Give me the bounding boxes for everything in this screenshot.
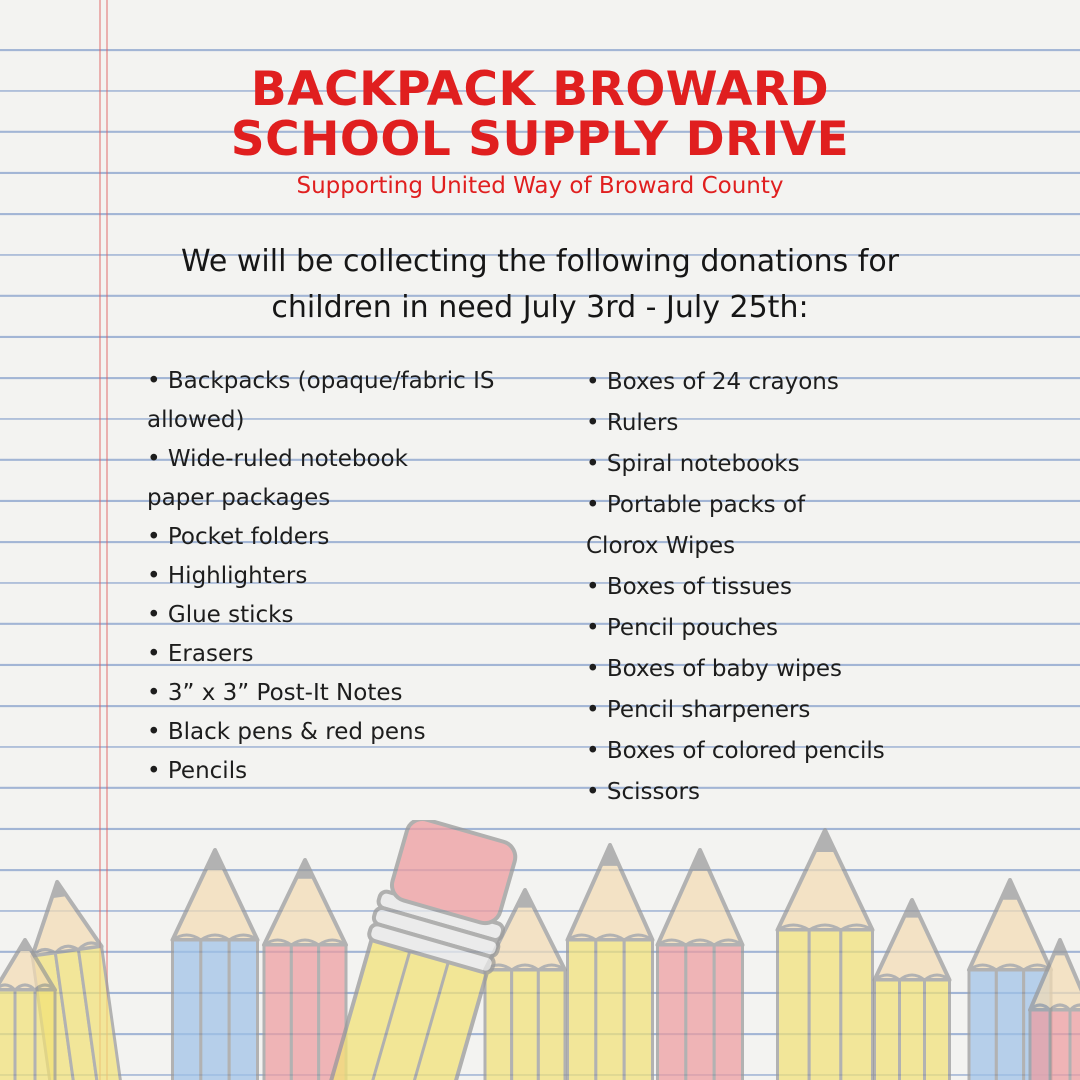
supply-list-right (586, 362, 1046, 813)
pencil-icon (264, 860, 346, 1080)
supply-item: • Black pens & red pens (147, 719, 426, 745)
pencil-icon (778, 830, 873, 1080)
supply-item: • Spiral notebooks (586, 451, 800, 477)
supply-item: • Boxes of colored pencils (586, 738, 885, 764)
supply-item: • Boxes of baby wipes (586, 656, 842, 682)
pencil-icon (875, 900, 950, 1080)
supply-item: • Boxes of tissues (586, 574, 792, 600)
title-line-2: SCHOOL SUPPLY DRIVE (230, 112, 850, 167)
supply-item: • Portable packs of Clorox Wipes (586, 492, 806, 559)
subtitle: Supporting United Way of Broward County (296, 173, 784, 199)
supply-item: • Erasers (147, 641, 254, 667)
supply-item: • Backpacks (opaque/fabric IS allowed) (147, 368, 495, 433)
supply-item: • Boxes of 24 crayons (586, 369, 839, 395)
intro-line-1: We will be collecting the following donations for (180, 244, 900, 279)
title-line-1: BACKPACK BROWARD (250, 62, 830, 117)
supply-item: • Pencils (147, 758, 248, 784)
supply-item: • Rulers (586, 410, 679, 436)
pencil-icon (173, 850, 258, 1080)
supply-item: • Pencil sharpeners (586, 697, 811, 723)
supply-item: • Wide-ruled notebook paper packages (147, 446, 408, 511)
supply-item: • Pencil pouches (586, 615, 778, 641)
supply-item: • 3” x 3” Post-It Notes (147, 680, 403, 706)
supply-list-left (147, 362, 567, 791)
supply-item: • Pocket folders (147, 524, 330, 550)
supply-item: • Highlighters (147, 563, 308, 589)
intro-line-2: children in need July 3rd - July 25th: (271, 290, 809, 325)
supply-item: • Glue sticks (147, 602, 294, 628)
pencil-border (0, 820, 1080, 1080)
supply-item: • Scissors (586, 779, 700, 805)
pencil-icon (568, 845, 653, 1080)
pencil-icon (658, 850, 743, 1080)
